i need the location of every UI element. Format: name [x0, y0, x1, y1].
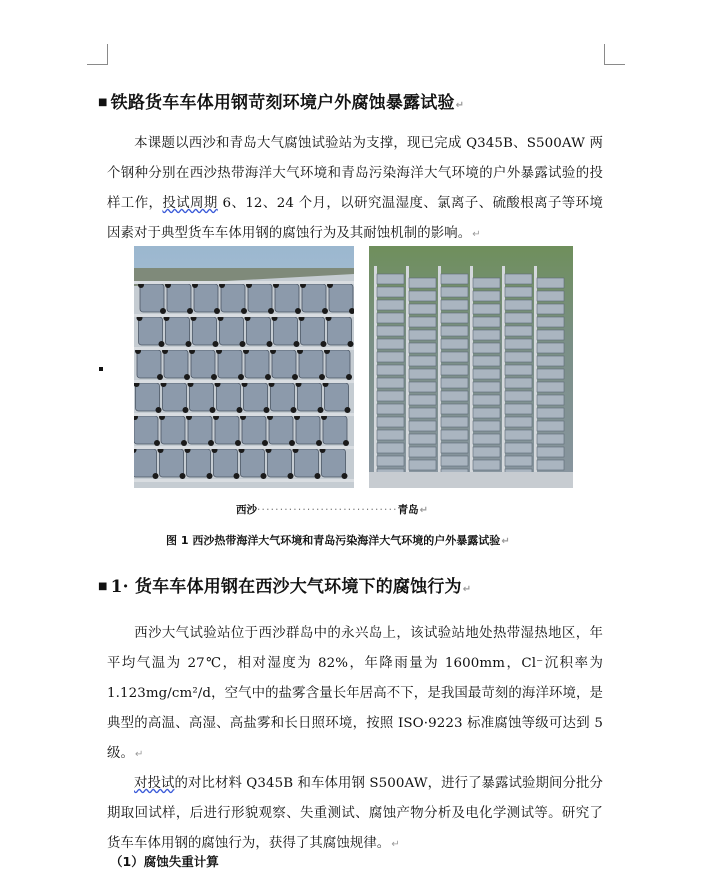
spellcheck-underlined-text: 投试周期: [162, 196, 218, 211]
paragraph-text: 西沙大气试验站位于西沙群岛中的永兴岛上，该试验站地处热带湿热地区，年平均气温为 27℃，相对湿度为 82%，年降雨量为 1600mm，Cl⁻沉积率为 1.123mg/cm²/d，空气中的盐雾含量长年居高不下，是我国最苛刻的海洋环境，是典型的高温、高湿、高盐雾和长日照环境，按照 ISO·9223 标准腐蚀等级可达到 5 级。: [107, 626, 603, 761]
figure-caption-text: 图 1 西沙热带海洋大气环境和青岛污染海洋大气环境的户外暴露试验: [166, 534, 501, 547]
page-corner-mark-top-left: [87, 44, 108, 65]
section-heading-2: [98, 572, 471, 597]
paragraph-mark: ↵: [419, 505, 429, 516]
paragraph-text: 本课题以西沙和青岛大气腐蚀试验站为支撑，现已完成 Q345B、S500AW 两个钢种分别在西沙热带海洋大气环境和青岛污染海洋大气环境的户外暴露试验的投样工作，: [107, 136, 603, 211]
section2-paragraph-1: [107, 619, 603, 770]
label-qingdao: 青岛: [397, 504, 419, 516]
paragraph-mark: ↵: [462, 584, 472, 595]
paragraph-mark: ↵: [472, 229, 481, 240]
section1-paragraph: [107, 129, 603, 250]
heading-bullet: ■: [98, 97, 108, 108]
page-corner-mark-top-right: [604, 44, 625, 65]
photo-xisha-exposure-rack: [134, 246, 354, 488]
paragraph-mark: ↵: [455, 100, 465, 111]
section-title-text: 铁路货车车体用钢苛刻环境户外腐蚀暴露试验: [110, 93, 455, 113]
figure-sub-labels: [236, 502, 428, 517]
heading-bullet: ■: [98, 581, 108, 592]
sub-heading: [110, 852, 219, 870]
leader-dots: ·······························: [257, 504, 398, 516]
paragraph-bullet: [99, 367, 103, 371]
paragraph-text: 6、12、24 个月，以研究温湿度、氯离子、硫酸根离子等环境因素对于典型货车车体用钢的腐蚀行为及其耐蚀机制的影响。: [107, 196, 603, 241]
paragraph-mark: ↵: [391, 839, 400, 850]
spellcheck-underlined-text: 对投试: [134, 776, 175, 791]
photo-qingdao-exposure-rack: [369, 246, 573, 488]
paragraph-mark: ↵: [501, 536, 510, 547]
sub-heading-text: （1）腐蚀失重计算: [110, 854, 219, 869]
section2-paragraph-2: [107, 769, 603, 860]
label-xisha: 西沙: [236, 504, 257, 516]
paragraph-mark: ↵: [134, 749, 144, 760]
paragraph-text: 的对比材料 Q345B 和车体用钢 S500AW，进行了暴露试验期间分批分期取回试样，后进行形貌观察、失重测试、腐蚀产物分析及电化学测试等。研究了货车车体用钢的腐蚀行为，获得了其腐蚀规律。: [107, 776, 603, 851]
section-heading-1: [98, 88, 464, 113]
section-title-text: 1· 货车车体用钢在西沙大气环境下的腐蚀行为: [110, 577, 462, 597]
figure-caption: [166, 532, 510, 548]
